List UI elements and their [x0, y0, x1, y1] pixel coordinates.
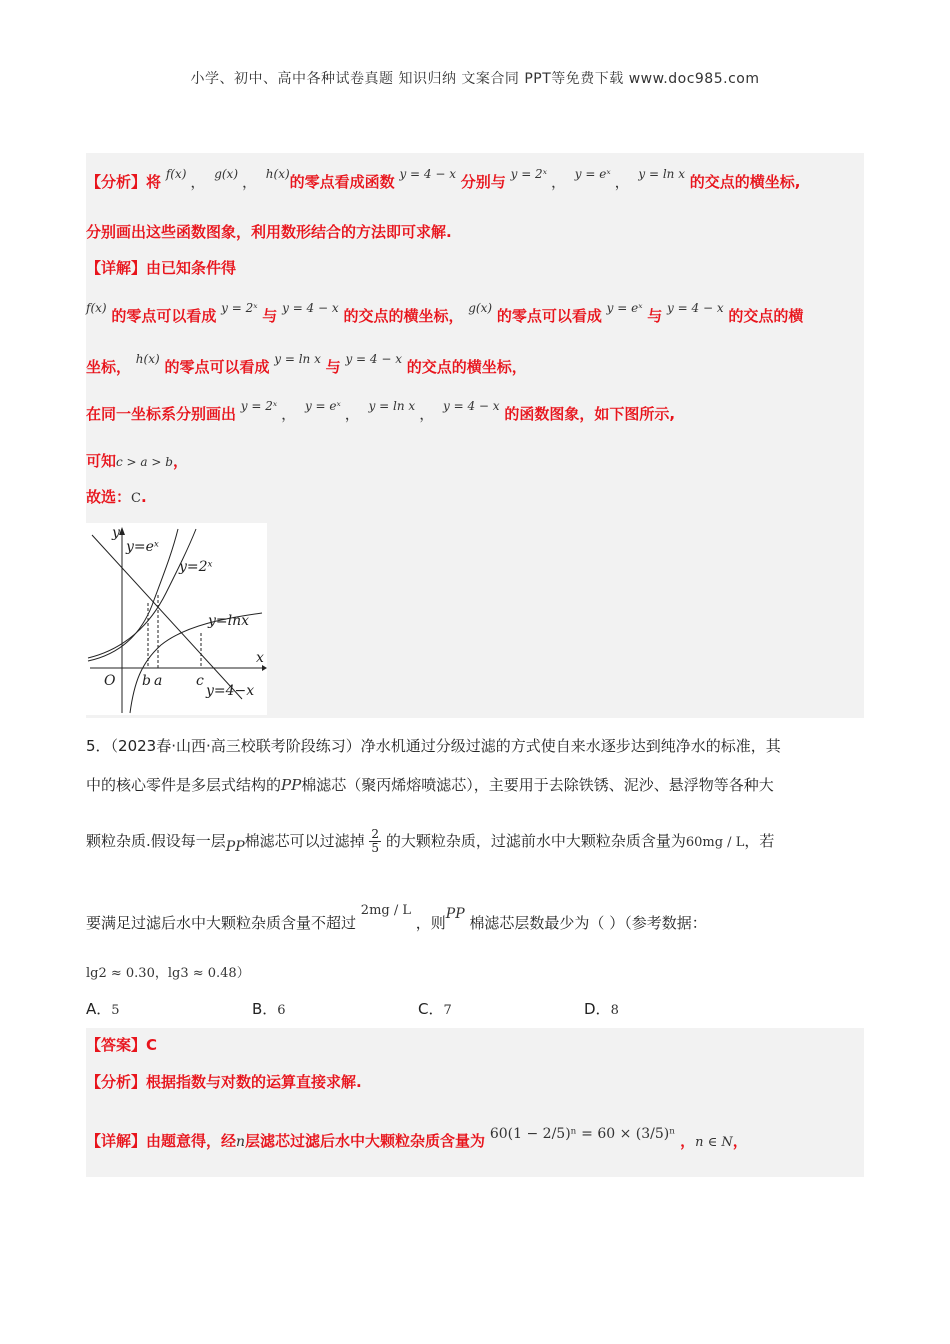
option-c[interactable]: C．7 — [418, 1000, 452, 1018]
solution-block-2 — [86, 1028, 864, 1177]
label-a: a — [154, 673, 163, 689]
label-y-4minusx: y=4−x — [206, 683, 255, 699]
label-y-axis: y — [112, 525, 120, 541]
detail-line-3: 坐标， $^{h(x)}$ 的零点可以看成 $^{y = ln x}$ 与 $^{y = 4 - x}$ 的交点的横坐标， — [86, 352, 527, 376]
detail-line-5: 可知c > a > b， — [86, 452, 188, 470]
answer-line: 【答案】C — [86, 1036, 158, 1054]
page-header: 小学、初中、高中各种试卷真题 知识归纳 文案合同 PPT等免费下载 www.doc985.com — [190, 71, 760, 87]
label-origin: O — [104, 673, 116, 689]
detail-line-1: 【详解】由已知条件得 — [86, 259, 237, 277]
analysis-line: 【分析】根据指数与对数的运算直接求解. — [86, 1073, 362, 1091]
option-b[interactable]: B．6 — [252, 1000, 286, 1018]
analysis-line-2: 分别画出这些函数图象，利用数形结合的方法即可求解. — [86, 223, 452, 241]
label-y-2x: y=2ˣ — [179, 559, 213, 575]
question-line-2: 中的核心零件是多层式结构的PP棉滤芯（聚丙烯熔喷滤芯），主要用于去除铁锈、泥沙、悬浮物等各种大 — [86, 776, 774, 794]
detail-line: 【详解】由题意得，经n层滤芯过滤后水中大颗粒杂质含量为 60(1 − 2/5)ⁿ = 60 × (3/5)ⁿ ，n ∈ N， — [86, 1126, 748, 1150]
label-x-axis: x — [256, 650, 264, 666]
option-d[interactable]: D．8 — [584, 1000, 619, 1018]
question-line-1: 5．（2023春·山西·高三校联考阶段练习）净水机通过分级过滤的方式使自来水逐步达到纯净水的标准，其 — [86, 737, 781, 755]
label-y-lnx: y=lnx — [208, 613, 250, 629]
detail-line-4: 在同一坐标系分别画出 $^{y = 2ˣ}$ ， $^{y = eˣ}$ ， $^{y = ln x}$ ， $^{y = 4 - x}$ 的函数图象，如下图所示, — [86, 399, 676, 423]
label-c: c — [196, 673, 204, 689]
question-line-3: 颗粒杂质.假设每一层PP棉滤芯可以过滤掉 $\frac{2}{5}$ 的大颗粒杂质，过滤前水中大颗粒杂质含量为60mg / L，若 — [86, 827, 775, 855]
detail-line-2: $^{f(x)}$ 的零点可以看成 $^{y = 2ˣ}$ 与 $^{y = 4 - x}$ 的交点的横坐标， $^{g(x)}$ 的零点可以看成 $^{y = eˣ}$ 与 $^{y = 4 - x}$ 的交点的横 — [86, 301, 804, 325]
analysis-line-1: 【分析】将 $^{f(x)}$ ， $^{g(x)}$ ， $^{h(x)}$的零点看成函数 $^{y = 4 - x}$ 分别与 $^{y = 2ˣ}$ ， $^{y = eˣ}$ ， $^{y = ln x}$ 的交点的横坐标, — [86, 167, 801, 191]
question-line-4: 要满足过滤后水中大颗粒杂质含量不超过 2mg / L ，则PP 棉滤芯层数最少为（ ）（参考数据： — [86, 903, 707, 932]
formula: 60(1 − 2/5)ⁿ = 60 × (3/5)ⁿ — [489, 1126, 676, 1142]
option-a[interactable]: A．5 — [86, 1000, 120, 1018]
function-graph — [86, 523, 267, 715]
graph-svg — [86, 523, 267, 715]
detail-line-6: 故选：C. — [86, 488, 147, 506]
label-b: b — [142, 673, 151, 689]
label-y-ex: y=eˣ — [126, 539, 159, 555]
fraction-two-fifths: $\frac{2}{5}$ — [371, 827, 380, 855]
question-line-5: lg2 ≈ 0.30，lg3 ≈ 0.48） — [86, 966, 250, 981]
